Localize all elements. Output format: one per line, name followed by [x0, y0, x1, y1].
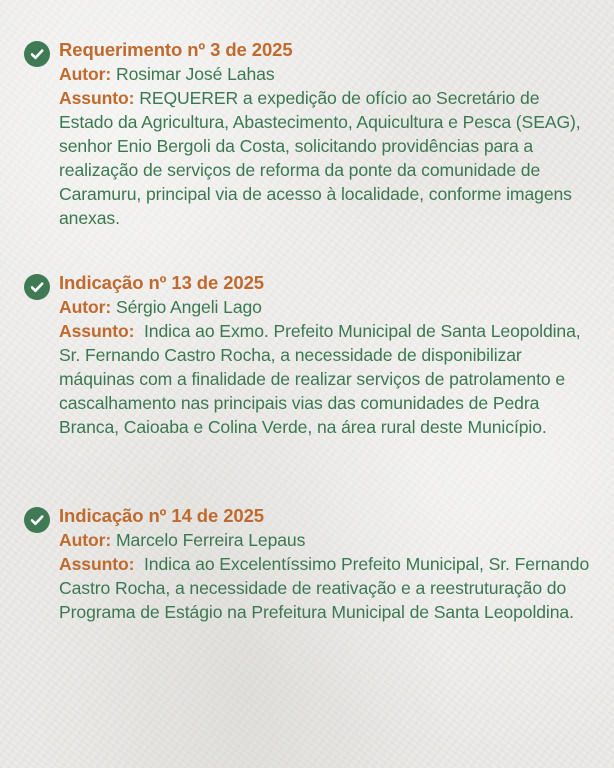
entry-content: [59, 271, 594, 439]
author-label: Autor:: [59, 297, 112, 317]
check-circle-icon: [24, 274, 50, 300]
entry-indicacao-13: [24, 271, 594, 439]
author-name: Sérgio Angeli Lago: [111, 297, 262, 317]
subject-label: Assunto:: [59, 88, 135, 108]
subject-line: [59, 552, 594, 624]
check-circle-icon: [24, 41, 50, 67]
author-name: Rosimar José Lahas: [111, 64, 275, 84]
entry-content: [59, 504, 594, 624]
subject-label: Assunto:: [59, 321, 135, 341]
subject-text: Indica ao Exmo. Prefeito Municipal de Santa Leopoldina, Sr. Fernando Castro Rocha, a necessidade de disponibilizar máquinas com a finalidade de realizar serviços de patrolamento e cascalhamento nas principais vias das comunidades de Pedra Branca, Caioaba e Colina Verde, na área rural deste Município.: [59, 321, 586, 437]
author-line: [59, 295, 594, 319]
entry-indicacao-14: [24, 504, 594, 624]
entry-title: Indicação nº 14 de 2025: [59, 505, 264, 526]
author-name: Marcelo Ferreira Lepaus: [111, 530, 306, 550]
subject-text: Indica ao Excelentíssimo Prefeito Municipal, Sr. Fernando Castro Rocha, a necessidade de reativação e a reestruturação do Programa de Estágio na Prefeitura Municipal de Santa Leopoldina.: [59, 554, 594, 622]
subject-text: REQUERER a expedição de ofício ao Secretário de Estado da Agricultura, Abastecimento, Aquicultura e Pesca (SEAG), senhor Enio Bergoli da Costa, solicitando providências para a realização de serviços de reforma da ponte da comunidade de Caramuru, principal via de acesso à localidade, conforme imagens anexas.: [59, 88, 586, 228]
check-circle-icon: [24, 507, 50, 533]
entry-content: [59, 38, 594, 230]
entry-requerimento-3: [24, 38, 594, 230]
entry-title: Indicação nº 13 de 2025: [59, 272, 264, 293]
subject-line: [59, 319, 594, 439]
subject-label: Assunto:: [59, 554, 135, 574]
author-line: [59, 62, 594, 86]
author-line: [59, 528, 594, 552]
author-label: Autor:: [59, 530, 112, 550]
entry-title: Requerimento nº 3 de 2025: [59, 39, 293, 60]
author-label: Autor:: [59, 64, 112, 84]
subject-line: [59, 86, 594, 230]
